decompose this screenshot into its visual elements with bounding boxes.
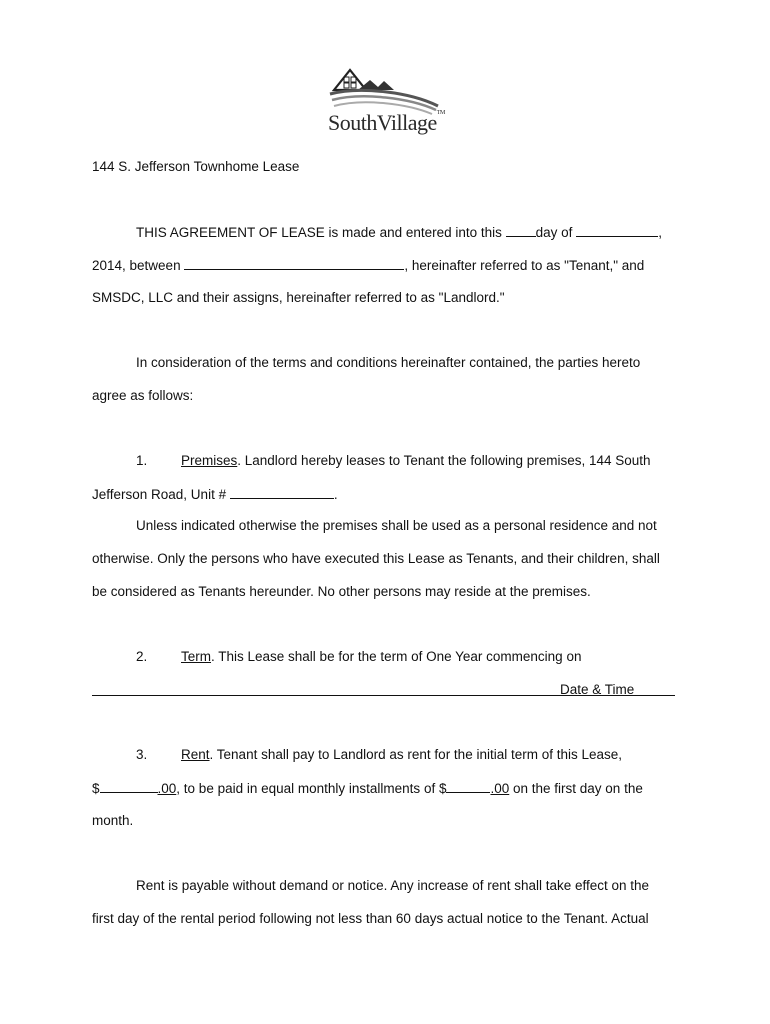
monthly-rent-blank[interactable] (446, 780, 490, 793)
consideration-line-2: agree as follows: (92, 388, 194, 403)
section-1-line-2: Jefferson Road, Unit # . (92, 487, 338, 502)
intro-line-2: 2014, between , hereinafter referred to as "Tenant," and (92, 258, 645, 273)
document-title: 144 S. Jefferson Townhome Lease (92, 159, 300, 174)
month-blank[interactable] (576, 224, 658, 237)
intro-line-1: THIS AGREEMENT OF LEASE is made and entered into this day of , (136, 225, 662, 240)
rent-payable-line-1: Rent is payable without demand or notice. Any increase of rent shall take effect on the (136, 878, 650, 893)
section-3-line-2: $ .00, to be paid in equal monthly installments of $ .00 on the first day on the (92, 781, 643, 796)
section-3-line-1: Rent. Tenant shall pay to Landlord as rent for the initial term of this Lease, (181, 747, 623, 762)
section-1-number: 1. (136, 453, 148, 468)
section-2-heading: Term (181, 649, 211, 664)
logo-wordmark: SouthVillage™ (328, 110, 445, 135)
section-1-para-2-line-2: otherwise. Only the persons who have executed this Lease as Tenants, and their children, shall (92, 551, 660, 566)
rent-payable-line-2: first day of the rental period following not less than 60 days actual notice to the Tenant. Actual (92, 911, 649, 926)
section-2-number: 2. (136, 649, 148, 664)
consideration-line-1: In consideration of the terms and conditions hereinafter contained, the parties hereto (136, 355, 641, 370)
day-blank[interactable] (506, 224, 536, 237)
date-time-label: Date & Time (560, 682, 635, 697)
unit-number-blank[interactable] (230, 486, 334, 499)
section-1-para-2-line-3: be considered as Tenants hereunder. No other persons may reside at the premises. (92, 584, 591, 599)
section-3-number: 3. (136, 747, 148, 762)
total-rent-blank[interactable] (100, 780, 158, 793)
section-1-line-1: Premises. Landlord hereby leases to Tenant the following premises, 144 South (181, 453, 651, 468)
tenant-name-blank[interactable] (184, 257, 404, 270)
section-3-line-3: month. (92, 813, 134, 828)
intro-line-3: SMSDC, LLC and their assigns, hereinafter referred to as "Landlord." (92, 290, 505, 305)
section-3-heading: Rent (181, 747, 210, 762)
section-2-line-1: Term. This Lease shall be for the term of One Year commencing on (181, 649, 582, 664)
section-1-para-2-line-1: Unless indicated otherwise the premises shall be used as a personal residence and not (136, 518, 657, 533)
section-1-heading: Premises (181, 453, 238, 468)
